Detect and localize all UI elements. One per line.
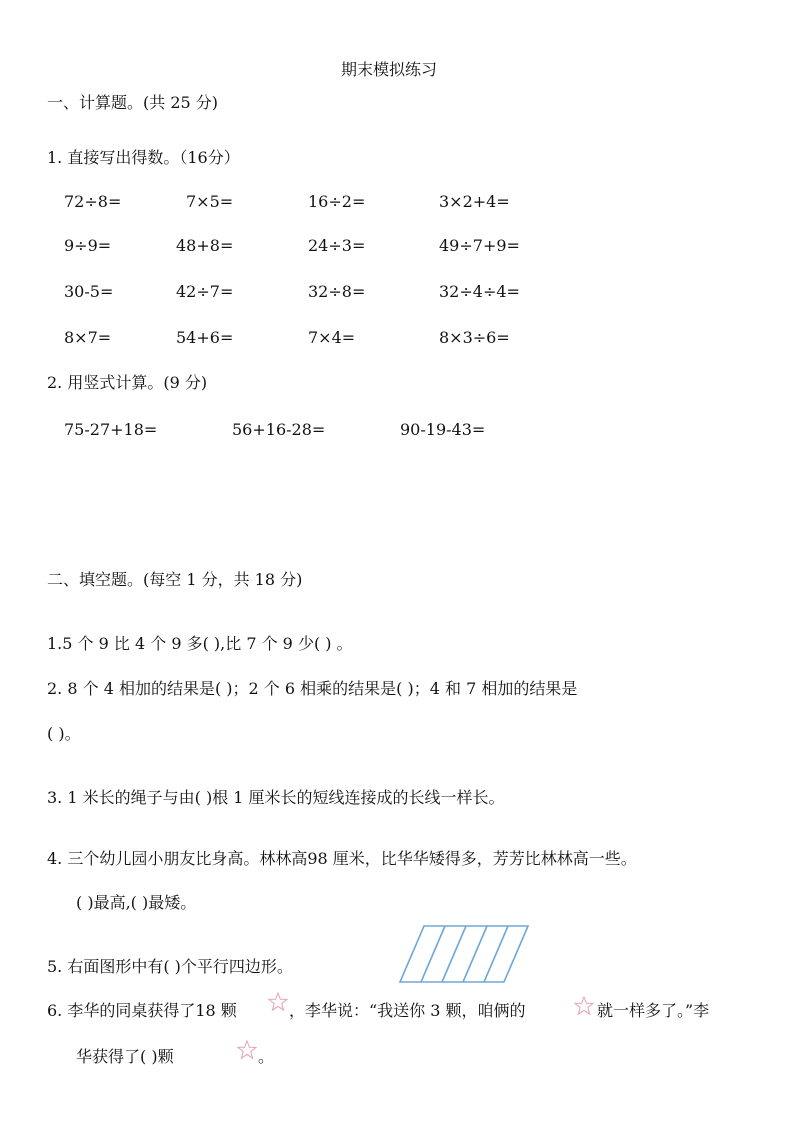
calc-item: 42÷7=	[176, 282, 234, 301]
star-icon	[268, 992, 288, 1012]
vertical-calc-item: 75-27+18=	[64, 420, 158, 439]
calc-item: 48+8=	[176, 236, 234, 255]
calc-item: 9÷9=	[64, 236, 112, 255]
fill-q2-line1: 2. 8 个 4 相加的结果是( )；2 个 6 相乘的结果是( )；4 和 7 相加的结果是	[47, 679, 578, 698]
calc-item: 30-5=	[64, 282, 114, 301]
calc-item: 8×3÷6=	[439, 328, 510, 347]
calc-item: 3×2+4=	[439, 192, 510, 211]
calc-item: 7×4=	[308, 328, 356, 347]
calc-item: 32÷4÷4=	[439, 282, 520, 301]
star-icon	[237, 1040, 257, 1060]
calc-item: 7×5=	[186, 192, 234, 211]
calc-item: 16÷2=	[308, 192, 366, 211]
fill-q4-line2: ( )最高,( )最矮。	[76, 893, 197, 912]
q1-label: 1. 直接写出得数。（16分）	[47, 148, 240, 167]
fill-q3: 3. 1 米长的绳子与由( )根 1 厘米长的短线连接成的长线一样长。	[47, 788, 505, 807]
calc-item: 24÷3=	[308, 236, 366, 255]
vertical-calc-item: 90-19-43=	[400, 420, 486, 439]
section-2-heading: 二、填空题。(每空 1 分，共 18 分)	[47, 570, 303, 589]
calc-item: 32÷8=	[308, 282, 366, 301]
calc-item: 49÷7+9=	[439, 236, 520, 255]
q2-label: 2. 用竖式计算。(9 分)	[47, 373, 208, 392]
fill-q6-line1-part3: 就一样多了。”李	[597, 1001, 710, 1020]
fill-q6-line1-part2: ，李华说：“我送你 3 颗，咱俩的	[289, 1001, 526, 1020]
calc-item: 8×7=	[64, 328, 112, 347]
calc-item: 54+6=	[176, 328, 234, 347]
fill-q6-line1-part1: 6. 李华的同桌获得了18 颗	[47, 1001, 237, 1020]
fill-q2-line2: ( )。	[47, 724, 81, 743]
calc-item: 72÷8=	[64, 192, 122, 211]
page-title: 期末模拟练习	[341, 60, 438, 79]
fill-q1: 1.5 个 9 比 4 个 9 多( ),比 7 个 9 少( ) 。	[47, 634, 353, 653]
fill-q6-line2-part2: 。	[258, 1047, 275, 1066]
fill-q6-line2-part1: 华获得了( )颗	[76, 1047, 174, 1066]
section-1-heading: 一、计算题。(共 25 分)	[47, 93, 219, 112]
vertical-calc-item: 56+16-28=	[232, 420, 326, 439]
star-icon	[574, 996, 594, 1016]
fill-q5: 5. 右面图形中有( )个平行四边形。	[47, 957, 293, 976]
fill-q4-line1: 4. 三个幼儿园小朋友比身高。林林高98 厘米，比华华矮得多，芳芳比林林高一些。	[47, 849, 637, 868]
parallelograms-figure	[398, 922, 530, 986]
